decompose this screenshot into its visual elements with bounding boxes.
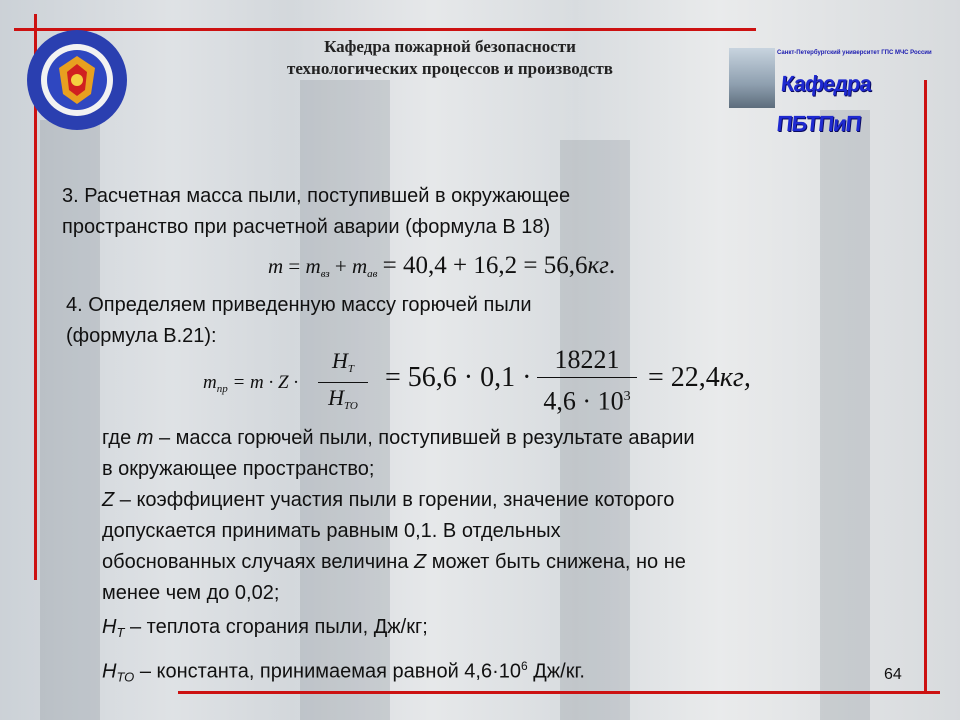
formula-b18 — [268, 252, 615, 280]
formula-sub-vz: вз — [320, 268, 330, 280]
def-hto-sub: TO — [116, 669, 135, 685]
formula-var-m: m — [268, 254, 284, 278]
def-z-line-4: менее чем до 0,02; — [102, 582, 280, 604]
den-var-h: H — [328, 385, 344, 410]
formula-result-2-unit: кг, — [719, 362, 751, 393]
def-ht-sub: T — [116, 625, 125, 640]
formula-result-2-value: = 22,4 — [648, 362, 720, 393]
formula-unit: кг — [587, 252, 609, 279]
def-hto-text-b: Дж/кг. — [527, 660, 585, 683]
fraction-2-numerator: 18221 — [537, 343, 637, 378]
den2-base: 4,6 · 10 — [543, 386, 624, 416]
def-z-line-3-var: Z — [414, 551, 427, 573]
def-hto-var: H — [102, 660, 117, 683]
formula-var-m-av: m — [351, 254, 368, 278]
formula-var-m-vz: m — [305, 254, 321, 278]
def-ht-line — [102, 612, 428, 648]
def-z-line-3 — [102, 547, 686, 578]
num-sub-t: T — [347, 363, 354, 375]
item-3-line-2: пространство при расчетной аварии (формула В 18) — [62, 216, 551, 238]
formula-lhs-rest: = m · Z · — [232, 372, 299, 393]
def-ht-var: H — [102, 616, 117, 638]
den-sub-to: TO — [344, 400, 358, 412]
logo-title: Кафедра ПБТПиП — [775, 71, 873, 136]
formula-sub-av: ав — [367, 268, 378, 280]
def-z-line-2: допускается принимать равным 0,1. В отдельных — [102, 520, 561, 542]
background-tower — [820, 110, 870, 720]
logo-caption: Санкт-Петербургский университет ГПС МЧС России — [777, 50, 932, 56]
item-4-line-1: 4. Определяем приведенную массу горючей пыли — [66, 294, 532, 316]
formula-sub-pr: пр — [216, 383, 228, 395]
formula-mid: = 56,6 · 0,1 · — [385, 362, 532, 393]
num-var-h: H — [331, 348, 348, 373]
university-emblem — [25, 28, 129, 132]
formula-eq: = — [288, 254, 301, 278]
department-logo — [729, 48, 932, 136]
def-m-prefix: где — [102, 427, 137, 449]
den2-exponent: 3 — [623, 389, 631, 404]
def-z-text: – коэффициент участия пыли в горении, значение которого — [114, 489, 675, 511]
item-3-line-1: 3. Расчетная масса пыли, поступившей в окружающее — [62, 185, 571, 207]
logo-photo — [729, 48, 775, 108]
item-4-line-2: (формула В.21): — [66, 325, 217, 347]
def-ht-text: – теплота сгорания пыли, Дж/кг; — [124, 616, 428, 638]
def-z-line-1 — [102, 485, 674, 516]
page-number: 64 — [884, 666, 902, 683]
formula-end: . — [608, 252, 616, 279]
def-z-line-3-b: может быть снижена, но не — [426, 551, 686, 573]
department-header — [180, 36, 720, 80]
header-line-2: технологических процессов и производств — [287, 59, 613, 78]
def-hto-exponent: 6 — [521, 659, 528, 673]
def-hto-text-a: – константа, принимаемая равной 4,6·10 — [134, 660, 522, 683]
def-z-line-3-a: обоснованных случаях величина — [102, 551, 415, 573]
formula-result: = 40,4 + 16,2 = 56,6 — [382, 252, 588, 279]
def-m-text: – масса горючей пыли, поступившей в результате аварии — [153, 427, 695, 449]
def-hto-line — [102, 651, 585, 693]
def-m-line-2: в окружающее пространство; — [102, 458, 375, 480]
formula-var-m-pr: m — [203, 372, 217, 393]
def-z-var: Z — [102, 489, 115, 511]
frame-right-line — [924, 80, 927, 692]
def-m-var: m — [136, 427, 154, 449]
formula-plus: + — [334, 254, 347, 278]
header-line-1: Кафедра пожарной безопасности — [324, 37, 576, 56]
def-m-line-1 — [102, 423, 695, 454]
